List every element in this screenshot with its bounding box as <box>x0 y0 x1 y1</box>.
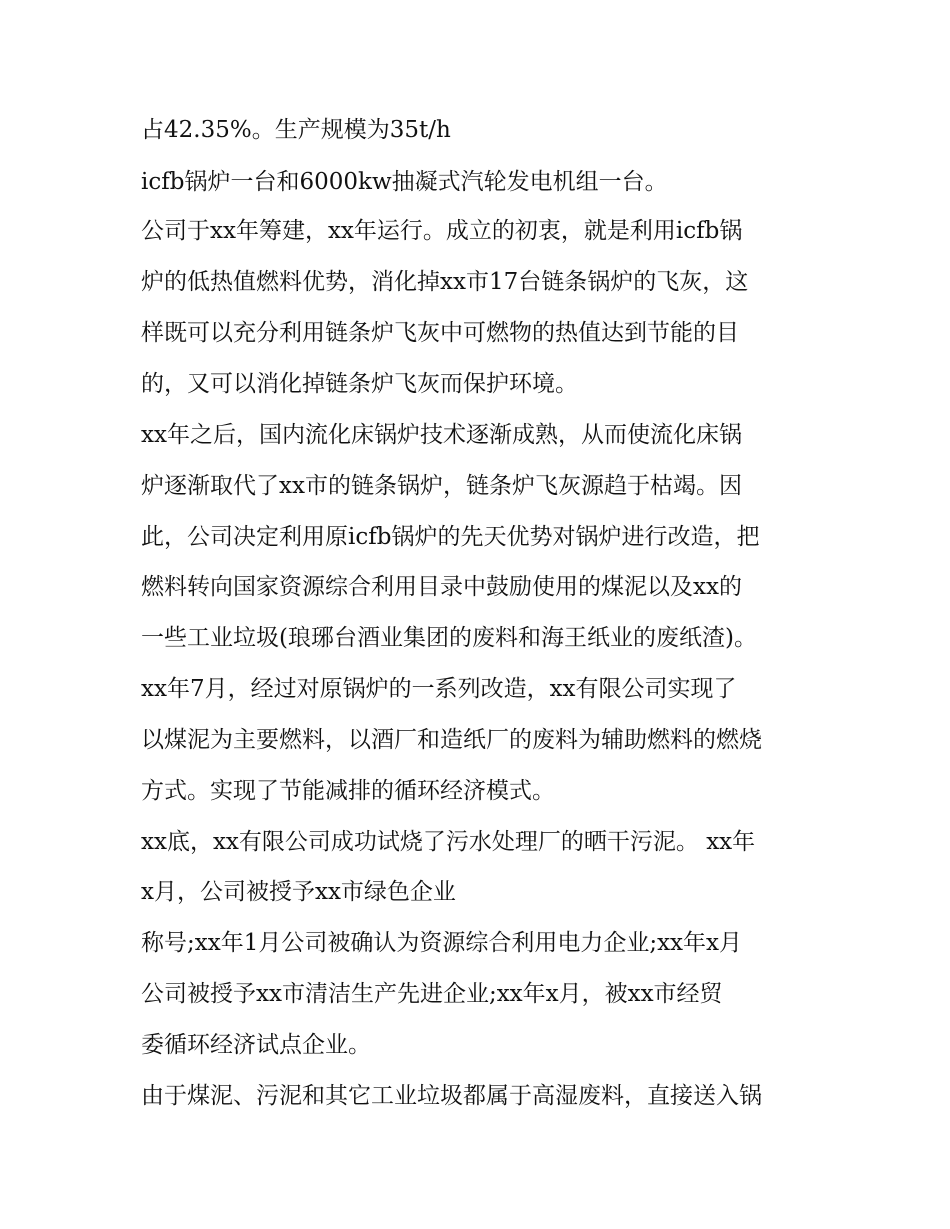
text-line: 由于煤泥、污泥和其它工业垃圾都属于高湿废料，直接送入锅 <box>141 1083 762 1109</box>
text-line: 公司被授予xx市清洁生产先进企业;xx年x月，被xx市经贸 <box>141 981 723 1007</box>
text-line: 炉逐渐取代了xx市的链条锅炉，链条炉飞灰源趋于枯竭。因 <box>141 473 742 499</box>
text-line: icfb锅炉一台和6000kw抽凝式汽轮发电机组一台。 <box>141 169 668 195</box>
text-line: 称号;xx年1月公司被确认为资源综合利用电力企业;xx年x月 <box>141 930 742 956</box>
text-line: xx底，xx有限公司成功试烧了污水处理厂的晒干污泥。 xx年 <box>141 829 756 855</box>
text-line: 样既可以充分利用链条炉飞灰中可燃物的热值达到节能的目 <box>141 320 739 346</box>
text-line: 以煤泥为主要燃料，以酒厂和造纸厂的废料为辅助燃料的燃烧 <box>141 727 762 753</box>
text-line: xx年7月，经过对原锅炉的一系列改造，xx有限公司实现了 <box>141 676 737 702</box>
text-line: xx年之后，国内流化床锅炉技术逐渐成熟，从而使流化床锅 <box>141 422 742 448</box>
text-line: 燃料转向国家资源综合利用目录中鼓励使用的煤泥以及xx的 <box>141 574 742 600</box>
text-line: 方式。实现了节能减排的循环经济模式。 <box>141 778 555 804</box>
text-line: 炉的低热值燃料优势，消化掉xx市17台链条锅炉的飞灰，这 <box>141 269 749 295</box>
text-line: 此，公司决定利用原icfb锅炉的先天优势对锅炉进行改造，把 <box>141 524 760 550</box>
text-line: 公司于xx年筹建，xx年运行。成立的初衷，就是利用icfb锅 <box>141 218 743 244</box>
text-line: 的，又可以消化掉链条炉飞灰而保护环境。 <box>141 371 578 397</box>
text-line: x月，公司被授予xx市绿色企业 <box>141 879 456 905</box>
text-line: 一些工业垃圾(琅琊台酒业集团的废料和海王纸业的废纸渣)。 <box>141 625 757 651</box>
text-line: 占42.35%。生产规模为35t/h <box>141 117 451 143</box>
text-line: 委循环经济试点企业。 <box>141 1032 371 1058</box>
